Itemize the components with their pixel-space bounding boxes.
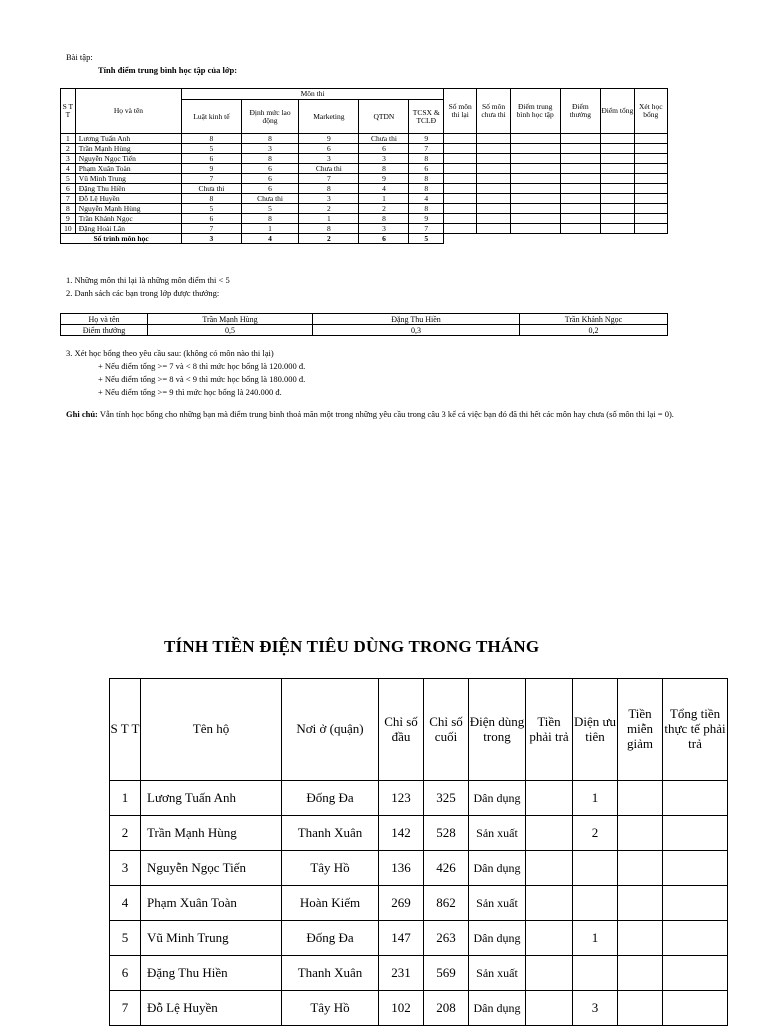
row-stt: 7	[61, 194, 76, 204]
row-score: 7	[299, 174, 359, 184]
row-score: 1	[299, 214, 359, 224]
empty-cell	[601, 184, 634, 194]
empty-cell	[477, 214, 510, 224]
header-usage: Điện dùng trong	[469, 679, 526, 781]
row-stt: 1	[110, 781, 141, 816]
empty-cell	[477, 174, 510, 184]
electric-row	[110, 886, 728, 921]
col-total: Điểm tổng	[601, 89, 634, 134]
col-subject: TCSX & TCLĐ	[409, 100, 444, 134]
credits-value: 2	[299, 234, 359, 244]
electric-row	[110, 816, 728, 851]
row-score: 7	[182, 224, 242, 234]
row-score: 8	[299, 224, 359, 234]
empty-cell	[634, 224, 667, 234]
row-score: 3	[241, 144, 299, 154]
empty-cell	[510, 184, 560, 194]
empty-cell	[601, 174, 634, 184]
empty-cell	[560, 194, 600, 204]
row-priority: 1	[573, 781, 618, 816]
row-priority	[573, 956, 618, 991]
row-usage: Sản xuất	[469, 816, 526, 851]
row-start: 102	[379, 991, 424, 1026]
row-name: Đặng Hoài Lân	[75, 224, 181, 234]
row-usage: Dân dụng	[469, 781, 526, 816]
row-start: 269	[379, 886, 424, 921]
header-amount: Tiền phải trả	[526, 679, 573, 781]
score-row	[61, 154, 668, 164]
electric-title: TÍNH TIỀN ĐIỆN TIÊU DÙNG TRONG THÁNG	[164, 637, 540, 656]
bonus-student: Đặng Thu Hiền	[313, 314, 520, 325]
scholarship-rule: + Nếu điểm tổng >= 7 và < 8 thì mức học bổng là 120.000 đ.	[98, 361, 306, 371]
row-end: 862	[424, 886, 469, 921]
row-stt: 10	[61, 224, 76, 234]
row-score: 7	[409, 144, 444, 154]
row-stt: 5	[61, 174, 76, 184]
col-subject: Định mức lao động	[241, 100, 299, 134]
row-amount	[526, 816, 573, 851]
header-household: Tên hộ	[141, 679, 282, 781]
col-retake: Số môn thi lại	[444, 89, 477, 134]
row-score: 8	[241, 214, 299, 224]
empty-cell	[510, 164, 560, 174]
electric-row	[110, 851, 728, 886]
row-district: Thanh Xuân	[282, 956, 379, 991]
header-district: Nơi ở (quận)	[282, 679, 379, 781]
col-name: Họ và tên	[75, 89, 181, 134]
row-household: Phạm Xuân Toàn	[141, 886, 282, 921]
empty-cell	[601, 194, 634, 204]
row-amount	[526, 991, 573, 1026]
row-priority: 3	[573, 991, 618, 1026]
col-subject: Marketing	[299, 100, 359, 134]
row-amount	[526, 956, 573, 991]
empty-cell	[444, 184, 477, 194]
empty-cell	[510, 204, 560, 214]
header-total: Tổng tiền thực tế phải trả	[663, 679, 728, 781]
row-stt: 8	[61, 204, 76, 214]
empty-cell	[560, 134, 600, 144]
row-stt: 1	[61, 134, 76, 144]
footnote	[66, 410, 716, 420]
empty-cell	[601, 214, 634, 224]
col-avg: Điểm trung bình học tập	[510, 89, 560, 134]
bonus-header-name: Họ và tên	[61, 314, 148, 325]
empty-cell	[510, 144, 560, 154]
row-score: 6	[241, 184, 299, 194]
row-end: 208	[424, 991, 469, 1026]
empty-cell	[560, 184, 600, 194]
row-priority: 1	[573, 921, 618, 956]
col-subject: Luật kinh tế	[182, 100, 242, 134]
empty-cell	[601, 134, 634, 144]
row-household: Nguyễn Ngọc Tiến	[141, 851, 282, 886]
header-priority: Diện ưu tiên	[573, 679, 618, 781]
bonus-student: Trần Khánh Ngọc	[520, 314, 668, 325]
row-score: 7	[409, 224, 444, 234]
row-end: 528	[424, 816, 469, 851]
electric-table	[109, 678, 728, 1026]
row-discount	[618, 816, 663, 851]
empty-cell	[444, 194, 477, 204]
empty-cell	[634, 134, 667, 144]
empty-cell	[634, 154, 667, 164]
empty-cell	[510, 224, 560, 234]
row-total	[663, 851, 728, 886]
row-stt: 3	[110, 851, 141, 886]
empty-cell	[477, 154, 510, 164]
row-total	[663, 956, 728, 991]
row-score: 6	[182, 214, 242, 224]
row-score: Chưa thi	[359, 134, 409, 144]
row-score: 3	[299, 194, 359, 204]
row-stt: 4	[110, 886, 141, 921]
score-row	[61, 214, 668, 224]
row-score: 1	[359, 194, 409, 204]
row-start: 147	[379, 921, 424, 956]
row-score: 8	[409, 154, 444, 164]
row-stt: 9	[61, 214, 76, 224]
bonus-student: Trần Mạnh Hùng	[148, 314, 313, 325]
empty-cell	[444, 224, 477, 234]
row-name: Trần Mạnh Hùng	[75, 144, 181, 154]
row-stt: 7	[110, 991, 141, 1026]
empty-cell	[444, 144, 477, 154]
row-household: Trần Mạnh Hùng	[141, 816, 282, 851]
empty-cell	[601, 154, 634, 164]
row-discount	[618, 781, 663, 816]
row-district: Thanh Xuân	[282, 816, 379, 851]
row-end: 569	[424, 956, 469, 991]
empty-cell	[601, 204, 634, 214]
credits-value: 6	[359, 234, 409, 244]
row-amount	[526, 921, 573, 956]
row-score: 8	[359, 214, 409, 224]
note-bonus-list: 2. Danh sách các bạn trong lớp được thưởng:	[66, 288, 220, 298]
footnote-label: Ghi chú:	[66, 409, 98, 419]
row-score: 1	[241, 224, 299, 234]
row-score: 7	[182, 174, 242, 184]
empty-cell	[477, 164, 510, 174]
row-score: 8	[182, 134, 242, 144]
footnote-text: Vẫn tính học bổng cho những bạn mà điểm trung bình thoả mãn một trong những yêu cầu trong câu 3 kể cả việc bạn đó đã thi hết các môn hay chưa (số môn thi lại = 0).	[97, 409, 674, 419]
row-score: 9	[409, 214, 444, 224]
row-total	[663, 816, 728, 851]
row-start: 231	[379, 956, 424, 991]
row-score: 3	[299, 154, 359, 164]
note-retake: 1. Những môn thi lại là những môn điểm thi < 5	[66, 275, 230, 285]
empty-cell	[510, 194, 560, 204]
row-score: 8	[359, 164, 409, 174]
row-stt: 3	[61, 154, 76, 164]
row-score: 4	[359, 184, 409, 194]
row-household: Vũ Minh Trung	[141, 921, 282, 956]
empty-cell	[444, 134, 477, 144]
row-total	[663, 991, 728, 1026]
row-score: 8	[409, 204, 444, 214]
empty-cell	[444, 204, 477, 214]
row-usage: Dân dụng	[469, 921, 526, 956]
row-score: 2	[299, 204, 359, 214]
row-score: 6	[359, 144, 409, 154]
row-start: 123	[379, 781, 424, 816]
empty-cell	[560, 204, 600, 214]
row-total	[663, 886, 728, 921]
row-score: 8	[409, 184, 444, 194]
electric-row	[110, 781, 728, 816]
row-total	[663, 921, 728, 956]
row-household: Lương Tuấn Anh	[141, 781, 282, 816]
row-score: Chưa thi	[299, 164, 359, 174]
header-discount: Tiền miễn giảm	[618, 679, 663, 781]
row-amount	[526, 851, 573, 886]
row-priority	[573, 851, 618, 886]
row-name: Nguyễn Ngọc Tiến	[75, 154, 181, 164]
row-score: 9	[359, 174, 409, 184]
score-row	[61, 174, 668, 184]
empty-cell	[477, 144, 510, 154]
empty-cell	[634, 204, 667, 214]
empty-cell	[510, 174, 560, 184]
row-usage: Dân dụng	[469, 851, 526, 886]
row-score: 5	[241, 204, 299, 214]
row-score: 3	[359, 154, 409, 164]
empty-cell	[560, 174, 600, 184]
exercise-title: Tính điểm trung bình học tập của lớp:	[98, 65, 238, 75]
row-score: 3	[359, 224, 409, 234]
row-name: Nguyễn Mạnh Hùng	[75, 204, 181, 214]
row-usage: Dân dụng	[469, 991, 526, 1026]
row-discount	[618, 921, 663, 956]
empty-cell	[560, 144, 600, 154]
empty-cell	[634, 214, 667, 224]
row-score: 8	[299, 184, 359, 194]
credits-value: 3	[182, 234, 242, 244]
row-score: 8	[241, 134, 299, 144]
row-start: 142	[379, 816, 424, 851]
row-end: 325	[424, 781, 469, 816]
score-row	[61, 184, 668, 194]
bonus-score: 0,3	[313, 325, 520, 336]
electric-row	[110, 956, 728, 991]
score-row	[61, 144, 668, 154]
row-end: 263	[424, 921, 469, 956]
col-scholarship: Xét học bổng	[634, 89, 667, 134]
row-score: 5	[182, 144, 242, 154]
empty-cell	[601, 144, 634, 154]
row-district: Tây Hồ	[282, 851, 379, 886]
row-priority	[573, 886, 618, 921]
row-score: 6	[241, 164, 299, 174]
row-score: 8	[409, 174, 444, 184]
bonus-score: 0,5	[148, 325, 313, 336]
empty-cell	[477, 204, 510, 214]
exercise-label: Bài tập:	[66, 52, 93, 62]
score-table	[60, 88, 668, 244]
row-start: 136	[379, 851, 424, 886]
scholarship-rule: + Nếu điểm tổng >= 8 và < 9 thì mức học bổng là 180.000 đ.	[98, 374, 306, 384]
empty-cell	[477, 184, 510, 194]
empty-cell	[510, 154, 560, 164]
row-district: Đống Đa	[282, 781, 379, 816]
row-score: 9	[299, 134, 359, 144]
row-stt: 6	[110, 956, 141, 991]
row-name: Phạm Xuân Toàn	[75, 164, 181, 174]
empty-cell	[444, 214, 477, 224]
row-score: 6	[241, 174, 299, 184]
credits-value: 5	[409, 234, 444, 244]
scholarship-rule: + Nếu điểm tổng >= 9 thì mức học bổng là 240.000 đ.	[98, 387, 282, 397]
row-score: 2	[359, 204, 409, 214]
row-stt: 6	[61, 184, 76, 194]
empty-cell	[444, 164, 477, 174]
row-score: 6	[182, 154, 242, 164]
row-score: Chưa thi	[182, 184, 242, 194]
empty-cell	[634, 164, 667, 174]
header-stt: S T T	[110, 679, 141, 781]
row-score: 9	[182, 164, 242, 174]
row-stt: 2	[110, 816, 141, 851]
row-name: Vũ Minh Trung	[75, 174, 181, 184]
row-district: Đống Đa	[282, 921, 379, 956]
row-stt: 2	[61, 144, 76, 154]
row-name: Lương Tuấn Anh	[75, 134, 181, 144]
empty-cell	[477, 194, 510, 204]
scholarship-rules-title: 3. Xét học bổng theo yêu cầu sau: (không có môn nào thi lại)	[66, 348, 274, 358]
bonus-score: 0,2	[520, 325, 668, 336]
row-score: 6	[409, 164, 444, 174]
row-district: Tây Hồ	[282, 991, 379, 1026]
score-row	[61, 164, 668, 174]
row-name: Trần Khánh Ngọc	[75, 214, 181, 224]
row-amount	[526, 886, 573, 921]
electric-row	[110, 991, 728, 1026]
col-bonus: Điểm thưởng	[560, 89, 600, 134]
score-row	[61, 134, 668, 144]
row-score: 6	[299, 144, 359, 154]
col-subjects-group: Môn thi	[182, 89, 444, 100]
row-stt: 5	[110, 921, 141, 956]
header-start: Chỉ số đầu	[379, 679, 424, 781]
row-score: 4	[409, 194, 444, 204]
empty-cell	[444, 154, 477, 164]
row-total	[663, 781, 728, 816]
empty-cell	[634, 144, 667, 154]
row-priority: 2	[573, 816, 618, 851]
row-score: 5	[182, 204, 242, 214]
row-household: Đặng Thu Hiền	[141, 956, 282, 991]
empty-cell	[601, 164, 634, 174]
row-household: Đỗ Lệ Huyền	[141, 991, 282, 1026]
header-end: Chỉ số cuối	[424, 679, 469, 781]
empty-cell	[510, 134, 560, 144]
empty-cell	[560, 164, 600, 174]
empty-cell	[444, 174, 477, 184]
row-discount	[618, 991, 663, 1026]
bonus-table	[60, 313, 668, 336]
row-discount	[618, 886, 663, 921]
empty-cell	[477, 224, 510, 234]
col-subject: QTDN	[359, 100, 409, 134]
row-score: 9	[409, 134, 444, 144]
col-not-taken: Số môn chưa thi	[477, 89, 510, 134]
row-score: Chưa thi	[241, 194, 299, 204]
row-discount	[618, 851, 663, 886]
row-score: 8	[182, 194, 242, 204]
empty-cell	[560, 154, 600, 164]
score-row	[61, 204, 668, 214]
row-end: 426	[424, 851, 469, 886]
empty-cell	[510, 214, 560, 224]
score-row	[61, 194, 668, 204]
row-district: Hoàn Kiếm	[282, 886, 379, 921]
empty-cell	[601, 224, 634, 234]
row-name: Đặng Thu Hiền	[75, 184, 181, 194]
row-usage: Sản xuất	[469, 956, 526, 991]
empty-cell	[560, 214, 600, 224]
credits-label: Số trình môn học	[61, 234, 182, 244]
electric-row	[110, 921, 728, 956]
row-name: Đỗ Lệ Huyền	[75, 194, 181, 204]
row-usage: Sản xuất	[469, 886, 526, 921]
row-score: 8	[241, 154, 299, 164]
col-stt: S T T	[61, 89, 76, 134]
row-amount	[526, 781, 573, 816]
credits-value: 4	[241, 234, 299, 244]
row-discount	[618, 956, 663, 991]
empty-cell	[560, 224, 600, 234]
bonus-header-score: Điểm thưởng	[61, 325, 148, 336]
empty-cell	[477, 134, 510, 144]
empty-cell	[634, 174, 667, 184]
empty-cell	[634, 184, 667, 194]
empty-cell	[634, 194, 667, 204]
score-row	[61, 224, 668, 234]
row-stt: 4	[61, 164, 76, 174]
